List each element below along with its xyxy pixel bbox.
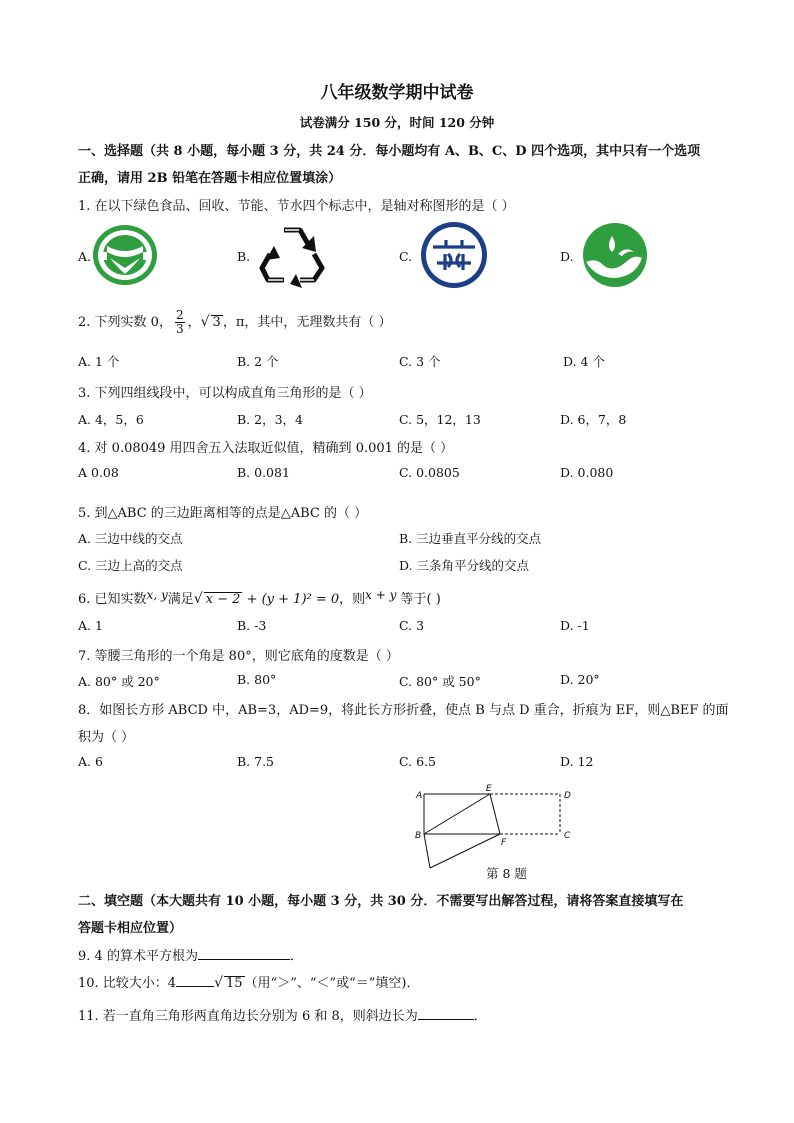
q8-option-c: C. 6.5 xyxy=(399,754,436,769)
q4-option-d: D. 0.080 xyxy=(560,465,614,480)
sqrt-icon: √ xyxy=(214,975,223,991)
q7-stem: 7. 等腰三角形的一个角是 80°，则它底角的度数是（ ） xyxy=(78,649,399,664)
q4-option-c: C. 0.0805 xyxy=(399,465,460,480)
q1-label-b: B. xyxy=(237,249,251,264)
q7-option-c: C. 80° 或 50° xyxy=(399,674,481,689)
exam-title: 八年级数学期中试卷 xyxy=(320,83,474,103)
section2-heading-line2: 答题卡相应位置） xyxy=(78,921,183,936)
recycle-icon xyxy=(256,222,328,288)
section1-heading-line2: 正确，请用 2B 铅笔在答题卡相应位置填涂） xyxy=(78,171,342,186)
q7-option-b: B. 80° xyxy=(237,672,277,687)
q6-expression: + (y + 1)² = 0 xyxy=(242,592,340,607)
q8-stem-line1: 8．如图长方形 ABCD 中，AB=3，AD=9，将此长方形折叠，使点 B 与点 D 重合，折痕为 EF，则△BEF 的面 xyxy=(78,703,729,718)
q3-option-a: A. 4，5，6 xyxy=(78,412,144,427)
q4-stem: 4. 对 0.08049 用四舍五入法取近似值，精确到 0.001 的是（ ） xyxy=(78,441,454,456)
q11-stem-part1: 11. 若一直角三角形两直角边长分别为 6 和 8，则斜边长为 xyxy=(78,1009,418,1024)
q5-option-d: D. 三条角平分线的交点 xyxy=(399,558,530,573)
q6-variables: x, y xyxy=(146,588,168,602)
q9-stem-part2: ． xyxy=(289,949,303,964)
q6-stem-part3: ，则 xyxy=(339,592,366,607)
q6-stem-part4: 等于( ) xyxy=(396,592,441,607)
q5-option-a: A. 三边中线的交点 xyxy=(78,531,183,546)
q9-stem xyxy=(78,945,303,964)
q6-option-a: A. 1 xyxy=(78,618,103,633)
q5-option-b: B. 三边垂直平分线的交点 xyxy=(399,531,542,546)
q11-answer-blank[interactable] xyxy=(418,1007,474,1020)
q2-option-b: B. 2 个 xyxy=(237,354,279,369)
q2-option-c: C. 3 个 xyxy=(399,354,441,369)
q9-stem-part1: 9. 4 的算术平方根为 xyxy=(78,949,198,964)
q5-stem: 5. 到△ABC 的三边距离相等的点是△ABC 的（ ） xyxy=(78,506,368,521)
point-label-a: A xyxy=(416,791,423,801)
q2-sqrt-argument: 3 xyxy=(212,315,221,330)
q2-stem-part1: 2. 下列实数 0， xyxy=(78,315,172,330)
q3-option-c: C. 5，12，13 xyxy=(399,412,481,427)
point-label-c: C xyxy=(564,831,571,841)
q6-stem-part2: 满足 xyxy=(167,592,194,607)
q6-sqrt-argument: x − 2 xyxy=(205,592,241,607)
q2-separator: ， xyxy=(187,315,201,330)
q11-stem-part2: ． xyxy=(473,1009,487,1024)
q5-option-c: C. 三边上高的交点 xyxy=(78,558,183,573)
fold-line-ef xyxy=(490,794,500,834)
q8-stem-line2: 积为（ ） xyxy=(78,730,135,745)
q2-fraction-denominator: 3 xyxy=(175,322,184,336)
q10-sqrt-argument: 15 xyxy=(226,976,243,991)
q7-option-a: A. 80° 或 20° xyxy=(78,674,160,689)
q6-option-d: D. -1 xyxy=(560,618,590,633)
point-label-f: F xyxy=(501,838,507,848)
q8-option-a: A. 6 xyxy=(78,754,103,769)
q1-stem: 1. 在以下绿色食品、回收、节能、节水四个标志中，是轴对称图形的是（ ） xyxy=(78,199,515,214)
q6-stem xyxy=(78,585,441,610)
q6-sum: x + y xyxy=(365,588,397,602)
section2-heading-line1: 二、填空题（本大题共有 10 小题，每小题 3 分，共 30 分．不需要写出解答过程，请将答案直接填写在 xyxy=(78,894,684,909)
q2-stem-part2: ，π，其中，无理数共有（ ） xyxy=(222,315,392,330)
q4-option-a: A 0.08 xyxy=(78,465,119,480)
q8-option-b: B. 7.5 xyxy=(237,754,275,769)
energy-saving-logo-icon xyxy=(419,220,489,290)
folded-side-2 xyxy=(430,834,500,868)
q10-stem xyxy=(78,973,420,994)
q6-option-b: B. -3 xyxy=(237,618,267,633)
q1-label-d: D. xyxy=(560,249,574,264)
q9-answer-blank[interactable] xyxy=(198,947,290,960)
section1-heading-line1: 一、选择题（共 8 小题，每小题 3 分，共 24 分．每小题均有 A、B、C、D 四个选项，其中只有一个选项 xyxy=(78,144,701,159)
q3-option-b: B. 2，3，4 xyxy=(237,412,303,427)
q6-option-c: C. 3 xyxy=(399,618,425,633)
q3-stem: 3. 下列四组线段中，可以构成直角三角形的是（ ） xyxy=(78,386,372,401)
water-saving-logo-icon xyxy=(582,222,648,288)
sqrt-icon: √ xyxy=(200,314,210,330)
q2-option-a: A. 1 个 xyxy=(78,354,120,369)
q6-stem-part1: 6. 已知实数 xyxy=(78,592,147,607)
q8-option-d: D. 12 xyxy=(560,754,594,769)
sqrt-icon: √ xyxy=(193,591,203,607)
q1-label-a: A. xyxy=(78,249,92,264)
q2-fraction xyxy=(175,309,185,336)
point-label-d: D xyxy=(564,791,571,801)
q8-figure-caption: 第 8 题 xyxy=(486,866,527,881)
segment-be xyxy=(424,794,490,834)
q11-stem xyxy=(78,1005,487,1024)
point-label-b: B xyxy=(415,831,422,841)
q10-stem-part1: 10. 比较大小：4 xyxy=(78,976,177,991)
point-label-e: E xyxy=(486,784,492,794)
green-food-logo-icon xyxy=(90,222,160,288)
q7-option-d: D. 20° xyxy=(560,672,600,687)
q3-option-d: D. 6，7，8 xyxy=(560,412,627,427)
q2-stem xyxy=(78,309,392,336)
q1-label-c: C. xyxy=(399,249,413,264)
q10-stem-part2: （用“＞”、“＜”或“＝”填空)． xyxy=(244,976,420,991)
q2-fraction-numerator: 2 xyxy=(175,308,184,322)
exam-subtitle: 试卷满分 150 分，时间 120 分钟 xyxy=(299,115,495,130)
q10-answer-blank[interactable] xyxy=(176,974,214,987)
folded-side-1 xyxy=(424,834,430,868)
q2-option-d: D. 4 个 xyxy=(563,354,605,369)
q4-option-b: B. 0.081 xyxy=(237,465,290,480)
